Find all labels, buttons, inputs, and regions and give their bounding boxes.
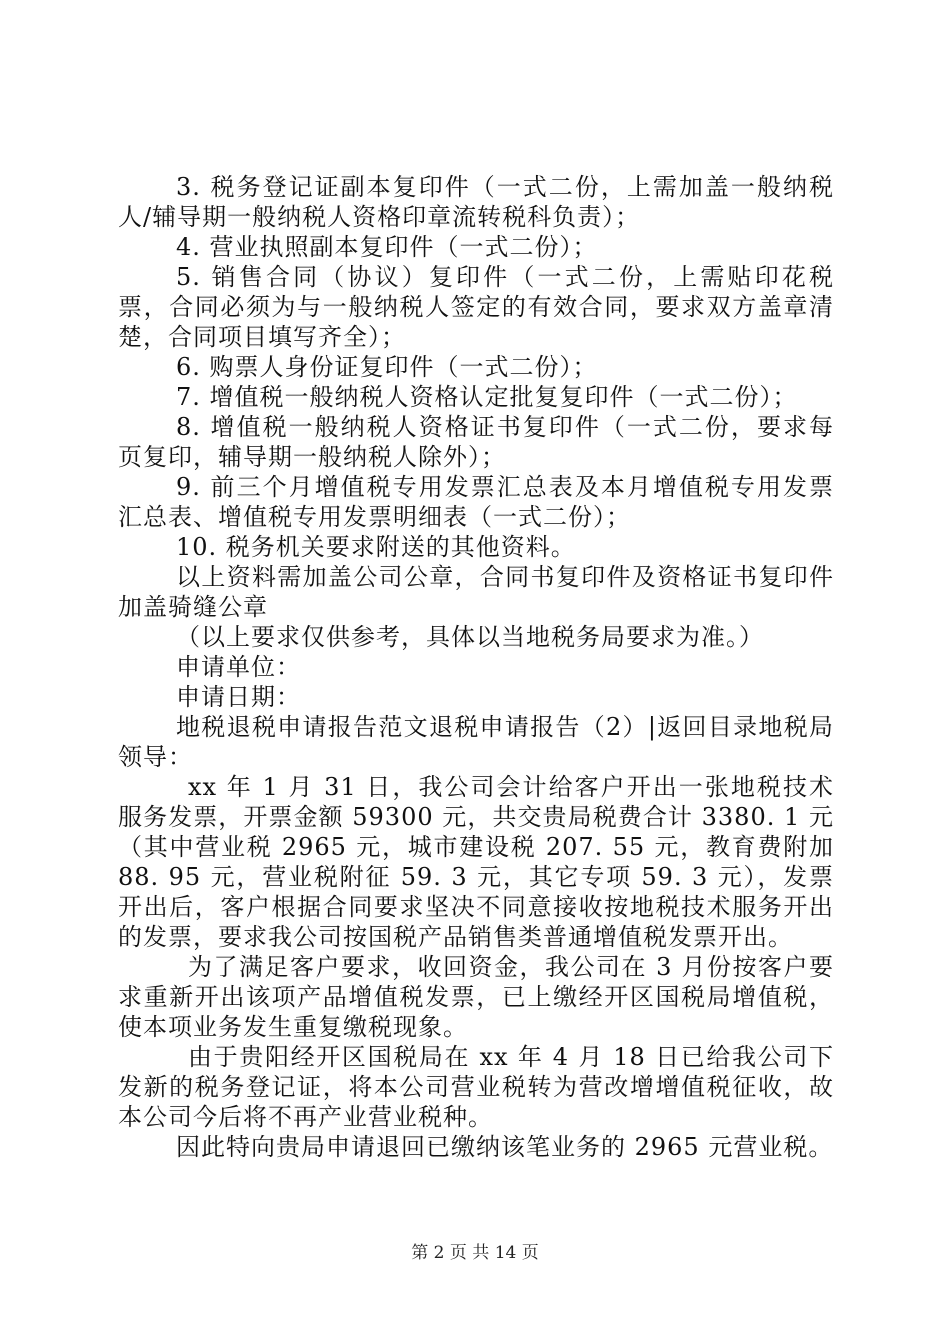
paragraph-item-8: 8. 增值税一般纳税人资格证书复印件（一式二份，要求每页复印，辅导期一般纳税人除外）； (118, 413, 834, 471)
paragraph-item-9: 9. 前三个月增值税专用发票汇总表及本月增值税专用发票汇总表、增值税专用发票明细表（一式二份）； (118, 473, 834, 531)
paragraph-seal-note: 以上资料需加盖公司公章，合同书复印件及资格证书复印件加盖骑缝公章 (118, 563, 834, 621)
document-body (118, 172, 834, 1162)
paragraph-refund-request: 因此特向贵局申请退回已缴纳该笔业务的 2965 元营业税。 (176, 1133, 834, 1161)
paragraph-item-10: 10. 税务机关要求附送的其他资料。 (176, 533, 576, 561)
paragraph-item-3: 3. 税务登记证副本复印件（一式二份，上需加盖一般纳税人/辅导期一般纳税人资格印章流转税科负责）； (118, 173, 834, 231)
paragraph-reference-note: （以上要求仅供参考，具体以当地税务局要求为准。） (176, 623, 764, 651)
paragraph-item-6: 6. 购票人身份证复印件（一式二份）； (176, 353, 598, 381)
page-number-footer: 第 2 页 共 14 页 (411, 1243, 539, 1263)
paragraph-item-7: 7. 增值税一般纳税人资格认定批复复印件（一式二份）； (176, 383, 798, 411)
paragraph-item-4: 4. 营业执照副本复印件（一式二份）； (176, 233, 598, 261)
paragraph-item-5: 5. 销售合同（协议）复印件（一式二份，上需贴印花税票，合同必须为与一般纳税人签定的有效合同，要求双方盖章清楚，合同项目填写齐全）； (118, 263, 834, 351)
application-date-label: 申请日期： (176, 683, 301, 711)
section-heading: 地税退税申请报告范文退税申请报告（2）|返回目录地税局领导： (118, 713, 834, 771)
paragraph-invoice-details: xx 年 1 月 31 日，我公司会计给客户开出一张地税技术服务发票，开票金额 59300 元，共交贵局税费合计 3380. 1 元（其中营业税 2965 元，城市建设税 207. 55 元，教育费附加 88. 95 元，营业税附征 59. 3 元，其它专项 59. 3 元），发票开出后，客户根据合同要求坚决不同意接收按地税技术服务开出的发票，要求我公司按国税产品销售类普通增值税发票开出。 (118, 773, 834, 951)
paragraph-registration: 由于贵阳经开区国税局在 xx 年 4 月 18 日已给我公司下发新的税务登记证，将本公司营业税转为营改增增值税征收，故本公司今后将不再产业营业税种。 (118, 1043, 834, 1131)
applicant-unit-label: 申请单位： (176, 653, 301, 681)
paragraph-reissue: 为了满足客户要求，收回资金，我公司在 3 月份按客户要求重新开出该项产品增值税发票，已上缴经开区国税局增值税，使本项业务发生重复缴税现象。 (118, 953, 834, 1041)
